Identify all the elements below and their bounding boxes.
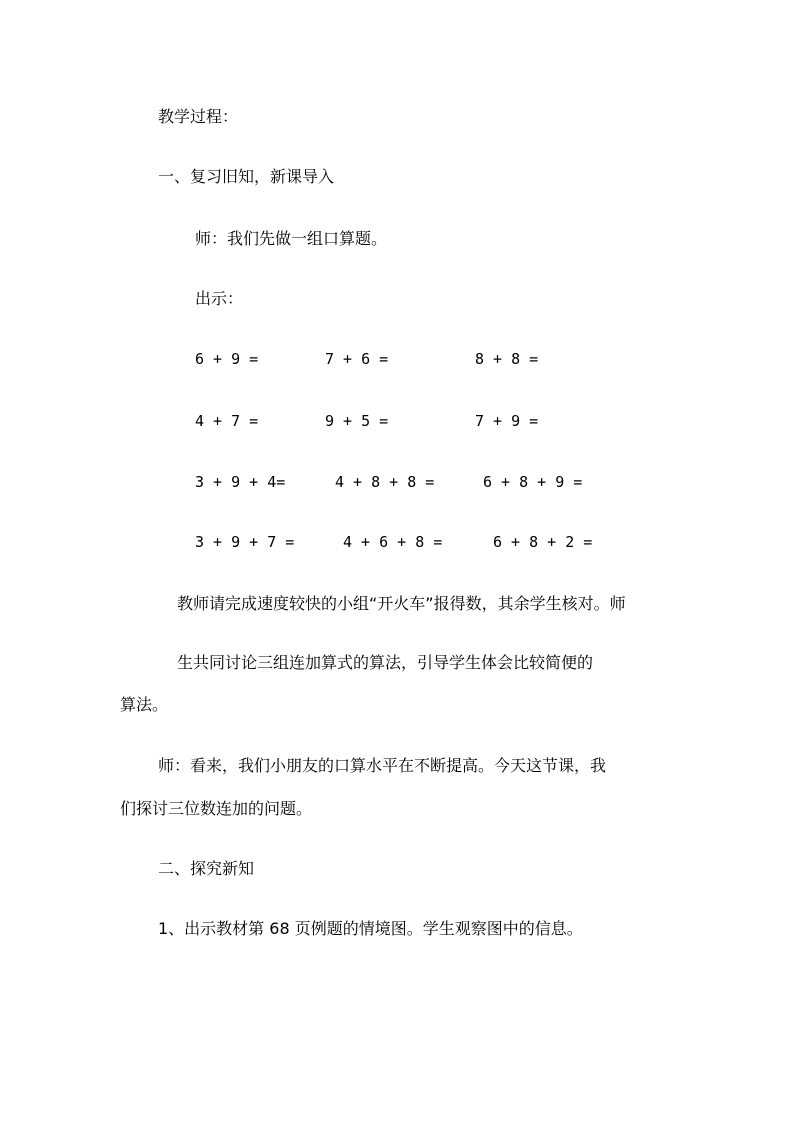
- exercise-item: 6 + 9 =: [195, 350, 259, 368]
- section-2-heading: 二、探究新知: [158, 859, 255, 878]
- exercise-item: 6 + 8 + 2 =: [493, 533, 593, 551]
- teacher-intro-text: 师：我们先做一组口算题。: [195, 229, 388, 248]
- exercise-item: 8 + 8 =: [475, 350, 539, 368]
- exercise-item: 4 + 8 + 8 =: [335, 473, 435, 491]
- paragraph-text: 们探讨三位数连加的问题。: [120, 799, 313, 818]
- exercise-item: 6 + 8 + 9 =: [483, 473, 583, 491]
- exercise-item: 9 + 5 =: [325, 412, 389, 430]
- paragraph-text: 师：看来，我们小朋友的口算水平在不断提高。今天这节课，我: [158, 756, 607, 775]
- step-1-text: 1、出示教材第 68 页例题的情境图。学生观察图中的信息。: [158, 919, 583, 938]
- section-1-heading: 一、复习旧知，新课导入: [158, 167, 335, 186]
- teaching-process-label: 教学过程：: [158, 107, 239, 126]
- exercise-item: 4 + 6 + 8 =: [343, 533, 443, 551]
- paragraph-text: 算法。: [120, 695, 169, 714]
- exercise-item: 4 + 7 =: [195, 412, 259, 430]
- paragraph-text: 教师请完成速度较快的小组“开火车”报得数，其余学生核对。师: [177, 594, 626, 613]
- exercise-item: 7 + 6 =: [325, 350, 389, 368]
- exercise-item: 3 + 9 + 4=: [195, 473, 286, 491]
- paragraph-text: 生共同讨论三组连加算式的算法，引导学生体会比较简便的: [177, 653, 594, 672]
- show-label: 出示：: [195, 289, 244, 308]
- exercise-item: 7 + 9 =: [475, 412, 539, 430]
- exercise-item: 3 + 9 + 7 =: [195, 533, 295, 551]
